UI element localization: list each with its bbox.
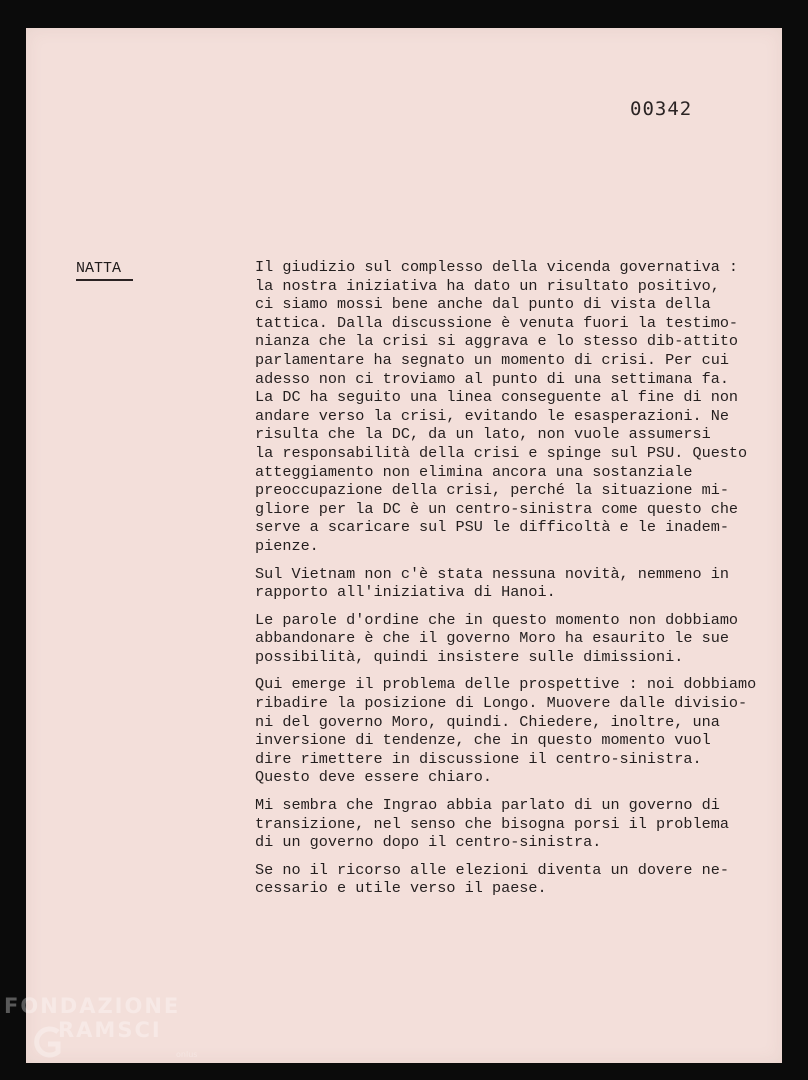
- text-line: possibilità, quindi insistere sulle dimissioni.: [255, 647, 684, 666]
- text-line: atteggiamento non elimina ancora una sostanziale: [255, 462, 693, 481]
- text-line: cessario e utile verso il paese.: [255, 879, 547, 898]
- text-line: ni del governo Moro, quindi. Chiedere, inoltre, una: [255, 712, 720, 731]
- paragraph: [255, 861, 775, 898]
- text-line: serve a scaricare sul PSU le difficoltà e le inadem-: [255, 518, 729, 537]
- text-line: abbandonare è che il governo Moro ha esaurito le sue: [255, 629, 729, 648]
- text-line: parlamentare ha segnato un momento di crisi. Per cui: [255, 350, 729, 369]
- text-line: pienze.: [255, 536, 319, 555]
- text-line: gliore per la DC è un centro-sinistra come questo che: [255, 499, 739, 518]
- document-number: 00342: [630, 98, 693, 120]
- text-line: preoccupazione della crisi, perché la situazione mi-: [255, 481, 729, 500]
- document-page: [26, 28, 782, 1063]
- text-line: la nostra iniziativa ha dato un risultato positivo,: [255, 276, 720, 295]
- text-line: dire rimettere in discussione il centro-sinistra.: [255, 749, 702, 768]
- fondazione-gramsci-watermark: [4, 994, 224, 1074]
- text-line: Questo deve essere chiaro.: [255, 768, 492, 787]
- paragraph: [255, 565, 775, 602]
- text-line: Sul Vietnam non c'è stata nessuna novità, nemmeno in: [255, 564, 729, 583]
- speaker-label: [76, 260, 133, 281]
- text-line: ribadire la posizione di Longo. Muovere dalle divisio-: [255, 694, 748, 713]
- watermark-line1: FONDAZIONE: [4, 994, 181, 1018]
- text-line: Il giudizio sul complesso della vicenda governativa :: [255, 258, 739, 276]
- text-line: transizione, nel senso che bisogna porsi il problema: [255, 814, 729, 833]
- speaker-underline: [76, 279, 133, 281]
- text-line: Mi sembra che Ingrao abbia parlato di un governo di: [255, 796, 720, 815]
- text-line: adesso non ci troviamo al punto di una settimana fa.: [255, 369, 729, 388]
- text-line: risulta che la DC, da un lato, non vuole assumersi: [255, 425, 711, 444]
- watermark-suffix: onlus: [176, 1050, 198, 1059]
- speaker-name: NATTA: [76, 260, 122, 277]
- text-line: inversione di tendenze, che in questo momento vuol: [255, 731, 711, 750]
- text-line: andare verso la crisi, evitando le esasperazioni. Ne: [255, 406, 729, 425]
- watermark-line2: RAMSCI: [58, 1018, 162, 1042]
- paragraph: [255, 796, 775, 852]
- text-line: La DC ha seguito una linea conseguente al fine di non: [255, 388, 739, 407]
- paragraph: [255, 611, 775, 667]
- text-line: di un governo dopo il centro-sinistra.: [255, 833, 602, 852]
- text-line: Se no il ricorso alle elezioni diventa un dovere ne-: [255, 860, 729, 879]
- text-line: Qui emerge il problema delle prospettive : noi dobbiamo: [255, 675, 757, 694]
- text-line: tattica. Dalla discussione è venuta fuori la testimo-: [255, 313, 739, 332]
- statement-body: [255, 258, 775, 907]
- paragraph: [255, 675, 775, 787]
- text-line: la responsabilità della crisi e spinge sul PSU. Questo: [255, 443, 748, 462]
- text-line: nianza che la crisi si aggrava e lo stesso dib-attito: [255, 332, 739, 351]
- text-line: Le parole d'ordine che in questo momento non dobbiamo: [255, 610, 739, 629]
- text-line: rapporto all'iniziativa di Hanoi.: [255, 583, 556, 602]
- paragraph: [255, 258, 775, 556]
- text-line: ci siamo mossi bene anche dal punto di vista della: [255, 295, 711, 314]
